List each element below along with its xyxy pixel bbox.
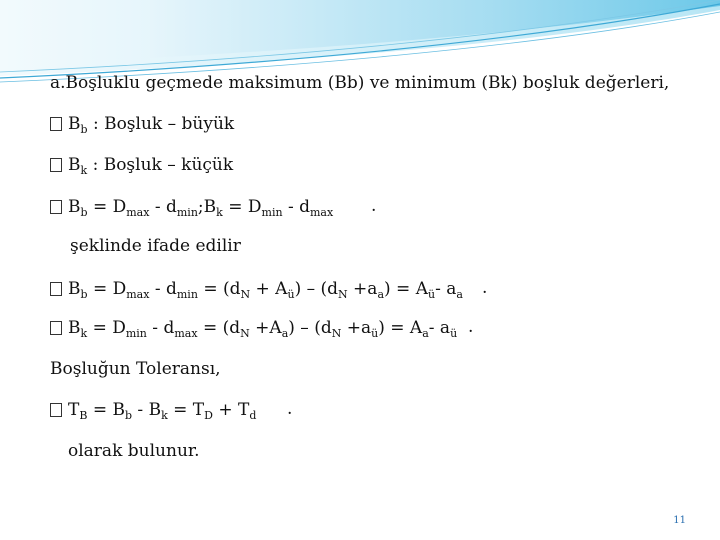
trailing-dot: .: [468, 317, 474, 337]
title-text: a.Boşluklu geçmede maksimum (Bb) ve minimum (Bk) boşluk değerleri,: [50, 73, 670, 93]
bullet-bk-definition: $B_k$ : Boşluk – küçük: [50, 155, 233, 175]
bullet-box-icon: [50, 403, 62, 417]
trailing-dot: .: [371, 196, 377, 216]
page-number: 11: [673, 515, 686, 526]
trailing-dot: .: [482, 278, 488, 298]
phrase-ifade-edilir: şeklinde ifade edilir: [70, 236, 241, 256]
bullet-box-icon: [50, 321, 62, 335]
bullet-box-icon: [50, 282, 62, 296]
title-line: [50, 73, 669, 93]
formula-tolerance: $T_B = B_b - B_k = T_D + T_d$: [50, 400, 256, 420]
trailing-dot: .: [287, 399, 293, 419]
formula-bb-expanded: $B_b = D_{max} - d_{min} = (d_N + A_ü) - (d_N +a_a) = A_ü-$ $a_a$: [50, 279, 463, 299]
bullet-box-icon: [50, 200, 62, 214]
bullet-box-icon: [50, 117, 62, 131]
bullet-box-icon: [50, 158, 62, 172]
formula-bb-bk: $B_b = D_{max}$ - $d_{min};B_k = D_{min} - d_{max}$: [50, 197, 333, 217]
tolerance-heading: Boşluğun Toleransı,: [50, 359, 221, 379]
phrase-bulunur: olarak bulunur.: [68, 441, 200, 461]
bullet-bb-definition: $B_b$ : Boşluk – büyük: [50, 114, 234, 134]
formula-bk-expanded: $B_k = D_{min} - d_{max} = (d_N +A_a) - (d_N +a_ü) = A_a-$ $a_ü$: [50, 318, 457, 338]
